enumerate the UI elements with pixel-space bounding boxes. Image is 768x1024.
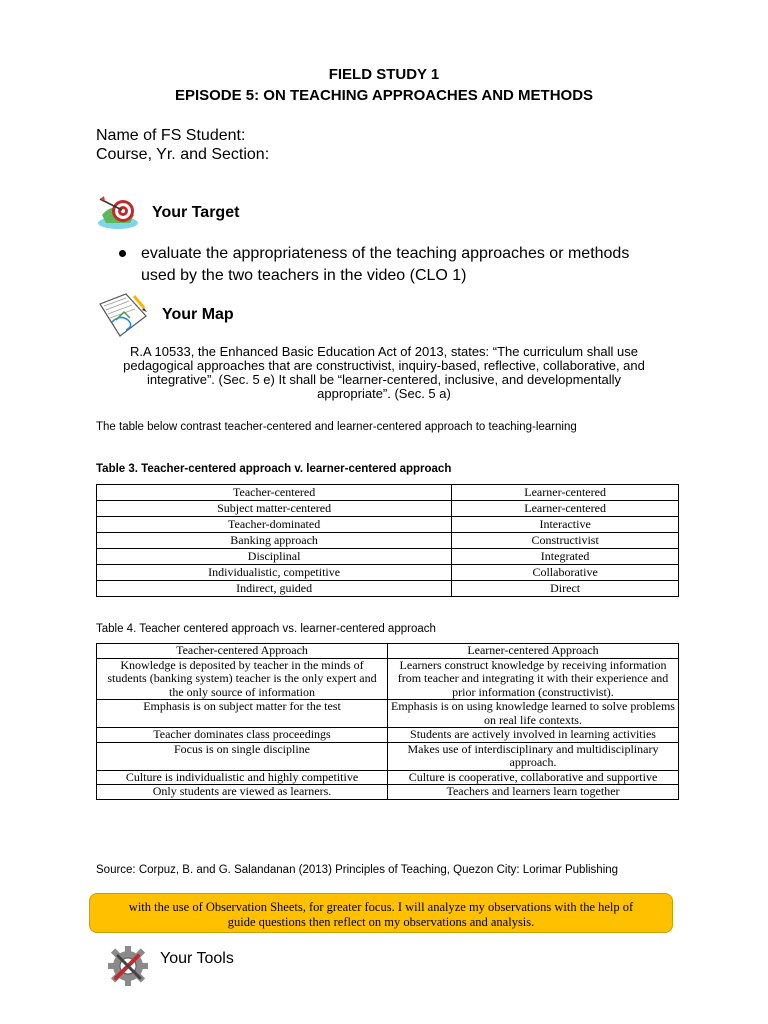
your-map-heading: Your Map <box>162 306 234 323</box>
table-row <box>97 517 679 533</box>
table-row <box>97 770 679 785</box>
table-row <box>97 533 679 549</box>
source-citation: Source: Corpuz, B. and G. Salandanan (2013) Principles of Teaching, Quezon City: Lorimar Publishing <box>96 864 619 876</box>
document-title: FIELD STUDY 1 <box>328 66 440 83</box>
episode-title: EPISODE 5: ON TEACHING APPROACHES AND METHODS <box>174 87 594 104</box>
table-3 <box>96 484 679 597</box>
tools-gear-icon <box>106 944 150 988</box>
table-cell: Focus is on single discipline <box>97 742 388 770</box>
table-cell: Culture is individualistic and highly competitive <box>97 770 388 785</box>
table-cell: Learner-centered <box>452 485 679 501</box>
table-cell: Knowledge is deposited by teacher in the minds of students (banking system) teacher is the only expert and the only source of information <box>97 658 388 700</box>
table-cell: Interactive <box>452 517 679 533</box>
table-cell: Emphasis is on subject matter for the test <box>97 700 388 728</box>
table-header-cell: Learner-centered Approach <box>388 644 679 659</box>
table-cell: Indirect, guided <box>97 581 452 597</box>
table-row <box>97 501 679 517</box>
table-cell: Students are actively involved in learning activities <box>388 728 679 743</box>
map-drawing-icon <box>96 290 154 340</box>
table-header-row <box>97 644 679 659</box>
table-cell: Culture is cooperative, collaborative and supportive <box>388 770 679 785</box>
table-row <box>97 485 679 501</box>
table-row <box>97 581 679 597</box>
table-cell: Collaborative <box>452 565 679 581</box>
table-cell: Teacher-centered <box>97 485 452 501</box>
table-cell: Constructivist <box>452 533 679 549</box>
table-cell: Emphasis is on using knowledge learned to solve problems on real life contexts. <box>388 700 679 728</box>
table-cell: Learner-centered <box>452 501 679 517</box>
table-row <box>97 700 679 728</box>
table-row <box>97 565 679 581</box>
table-cell: Only students are viewed as learners. <box>97 785 388 800</box>
table-4-caption: Table 4. Teacher centered approach vs. learner-centered approach <box>96 623 436 635</box>
table-row <box>97 785 679 800</box>
quote-line: pedagogical approaches that are constructivist, inquiry-based, reflective, collaborative, and <box>123 358 645 373</box>
table-row <box>97 658 679 700</box>
table-cell: Banking approach <box>97 533 452 549</box>
your-target-heading: Your Target <box>152 204 240 221</box>
table-cell: Individualistic, competitive <box>97 565 452 581</box>
callout-line: guide questions then reflect on my observations and analysis. <box>227 915 535 929</box>
target-bullet-line-2: used by the two teachers in the video (CLO 1) <box>141 267 467 284</box>
table-cell: Learners construct knowledge by receiving information from teacher and integrating it with their experience and prior information (constructivist). <box>388 658 679 700</box>
table-cell: Disciplinal <box>97 549 452 565</box>
bullet-marker <box>119 250 126 257</box>
table-cell: Makes use of interdisciplinary and multidisciplinary approach. <box>388 742 679 770</box>
table-3-caption: Table 3. Teacher-centered approach v. learner-centered approach <box>96 463 452 475</box>
table-cell: Integrated <box>452 549 679 565</box>
quote-line: appropriate”. (Sec. 5 a) <box>317 386 451 401</box>
your-tools-heading: Your Tools <box>160 950 234 967</box>
quote-line: R.A 10533, the Enhanced Basic Education Act of 2013, states: “The curriculum shall use <box>129 344 638 359</box>
table-cell: Teacher dominates class proceedings <box>97 728 388 743</box>
course-section-label: Course, Yr. and Section: <box>96 146 270 163</box>
table-header-cell: Teacher-centered Approach <box>97 644 388 659</box>
observation-callout <box>89 893 673 933</box>
table-cell: Teacher-dominated <box>97 517 452 533</box>
table-row <box>97 549 679 565</box>
table-row <box>97 728 679 743</box>
target-bullet-line-1: evaluate the appropriateness of the teaching approaches or methods <box>141 245 630 262</box>
table-intro-text: The table below contrast teacher-centered and learner-centered approach to teaching-learning <box>96 421 577 433</box>
student-name-label: Name of FS Student: <box>96 127 246 144</box>
table-4 <box>96 643 679 800</box>
table-row <box>97 742 679 770</box>
ra-10533-quote <box>100 345 668 401</box>
table-cell: Subject matter-centered <box>97 501 452 517</box>
table-cell: Direct <box>452 581 679 597</box>
target-dart-icon <box>96 193 140 231</box>
table-cell: Teachers and learners learn together <box>388 785 679 800</box>
quote-line: integrative”. (Sec. 5 e) It shall be “learner-centered, inclusive, and developmentally <box>146 372 622 387</box>
callout-line: with the use of Observation Sheets, for greater focus. I will analyze my observations with the help of <box>128 900 634 914</box>
